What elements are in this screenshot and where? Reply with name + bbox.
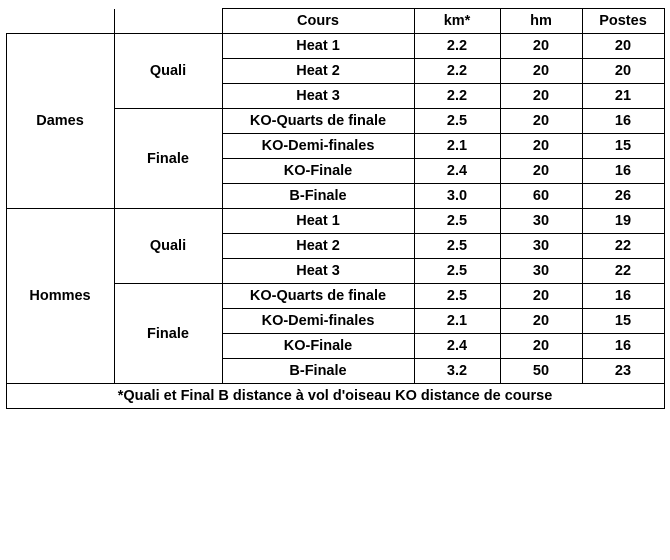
postes-cell: 19 [582,209,664,234]
hm-cell: 30 [500,259,582,284]
km-cell: 2.5 [414,209,500,234]
course-cell: KO-Quarts de finale [222,284,414,309]
hm-cell: 20 [500,59,582,84]
hm-cell: 30 [500,234,582,259]
gender-cell-dames: Dames [6,34,114,209]
gender-cell-hommes: Hommes [6,209,114,384]
km-cell: 2.5 [414,284,500,309]
header-row [6,9,664,34]
postes-cell: 22 [582,234,664,259]
hm-cell: 20 [500,334,582,359]
phase-cell-dames-finale: Finale [114,109,222,209]
km-cell: 2.4 [414,334,500,359]
phase-cell-hommes-finale: Finale [114,284,222,384]
course-cell: KO-Demi-finales [222,309,414,334]
course-cell: KO-Demi-finales [222,134,414,159]
postes-cell: 23 [582,359,664,384]
hm-cell: 20 [500,309,582,334]
postes-cell: 22 [582,259,664,284]
header-cell-empty-phase [114,9,222,34]
header-cell-empty-gender [6,9,114,34]
column-header-postes: Postes [582,9,664,34]
km-cell: 2.4 [414,159,500,184]
postes-cell: 26 [582,184,664,209]
column-header-hm: hm [500,9,582,34]
km-cell: 2.2 [414,84,500,109]
postes-cell: 15 [582,309,664,334]
hm-cell: 20 [500,159,582,184]
hm-cell: 20 [500,134,582,159]
course-cell: KO-Finale [222,159,414,184]
postes-cell: 21 [582,84,664,109]
hm-cell: 20 [500,284,582,309]
footnote-cell: *Quali et Final B distance à vol d'oiseau KO distance de course [6,384,664,409]
course-cell: Heat 3 [222,84,414,109]
course-cell: KO-Quarts de finale [222,109,414,134]
course-cell: B-Finale [222,359,414,384]
course-cell: Heat 2 [222,59,414,84]
km-cell: 2.5 [414,259,500,284]
table-row [6,34,664,59]
table-header [6,9,664,34]
hm-cell: 30 [500,209,582,234]
km-cell: 2.5 [414,234,500,259]
postes-cell: 20 [582,34,664,59]
column-header-course: Cours [222,9,414,34]
hm-cell: 50 [500,359,582,384]
hm-cell: 20 [500,84,582,109]
km-cell: 2.2 [414,59,500,84]
race-schedule-table [6,8,665,409]
postes-cell: 20 [582,59,664,84]
course-cell: B-Finale [222,184,414,209]
course-cell: KO-Finale [222,334,414,359]
table-body [6,34,664,409]
hm-cell: 60 [500,184,582,209]
course-cell: Heat 1 [222,209,414,234]
km-cell: 2.2 [414,34,500,59]
postes-cell: 15 [582,134,664,159]
postes-cell: 16 [582,109,664,134]
phase-cell-dames-quali: Quali [114,34,222,109]
hm-cell: 20 [500,109,582,134]
km-cell: 3.2 [414,359,500,384]
footnote-row [6,384,664,409]
course-cell: Heat 1 [222,34,414,59]
km-cell: 2.5 [414,109,500,134]
course-cell: Heat 2 [222,234,414,259]
column-header-km: km* [414,9,500,34]
km-cell: 2.1 [414,134,500,159]
km-cell: 3.0 [414,184,500,209]
postes-cell: 16 [582,334,664,359]
hm-cell: 20 [500,34,582,59]
postes-cell: 16 [582,159,664,184]
km-cell: 2.1 [414,309,500,334]
course-cell: Heat 3 [222,259,414,284]
table-row [6,209,664,234]
phase-cell-hommes-quali: Quali [114,209,222,284]
postes-cell: 16 [582,284,664,309]
